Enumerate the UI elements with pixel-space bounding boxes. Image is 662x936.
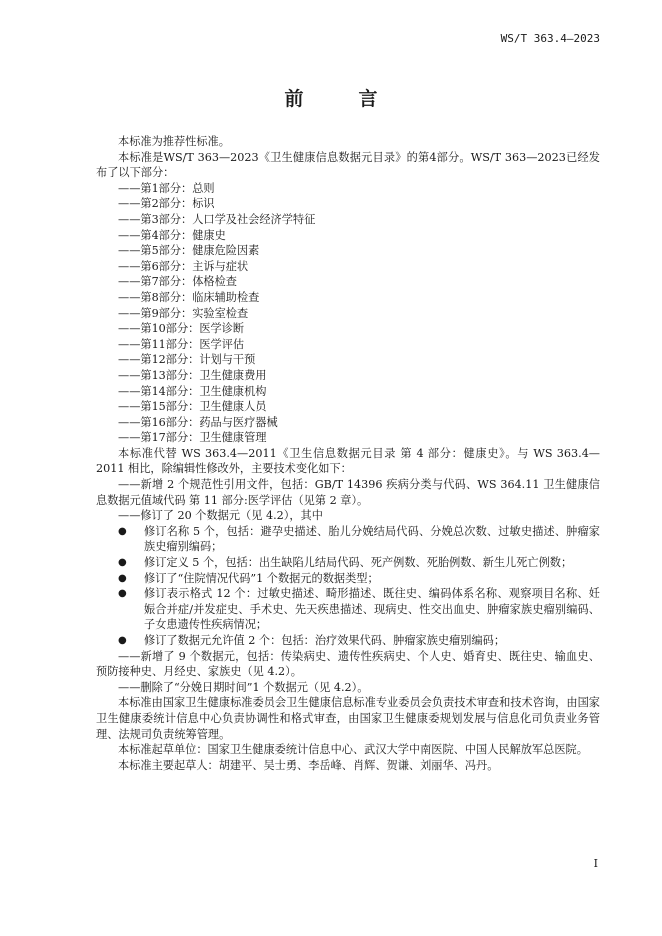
part-item: ——第13部分：卫生健康费用 [118,368,267,382]
page-number: I [593,857,598,870]
revision-bullet: ● 修订了数据元允许值 2 个：包括：治疗效果代码、肿瘤家族史瘤别编码； [96,633,600,649]
part-item: ——第7部分：体格检查 [118,275,237,289]
part-item: ——第17部分：卫生健康管理 [118,431,267,445]
revision-bullet-list [96,524,600,649]
revision-bullet: ● 修订了“住院情况代码”1 个数据元的数据类型； [96,571,600,587]
part-item: ——第5部分：健康危险因素 [118,244,260,258]
parts-list [96,181,600,446]
part-item: ——第1部分：总则 [118,181,215,195]
drafting-persons: 本标准主要起草人：胡建平、吴士勇、李岳峰、肖辉、贺谦、刘丽华、冯丹。 [118,758,499,772]
drafting-units: 本标准起草单位：国家卫生健康委统计信息中心、武汉大学中南医院、中国人民解放军总医院。 [118,743,588,757]
part-item: ——第12部分：计划与干预 [118,353,256,367]
part-item: ——第6部分：主诉与症状 [118,259,249,273]
intro-paragraph: 本标准为推荐性标准。 [118,135,230,148]
intro-paragraph: 本标准是WS/T 363—2023《卫生健康信息数据元目录》的第4部分。WS/T 363—2023已经发布了以下部分： [96,150,600,180]
part-item: ——第8部分：临床辅助检查 [118,290,260,304]
part-item: ——第3部分：人口学及社会经济学特征 [118,212,316,226]
part-item: ——第16部分：药品与医疗器械 [118,415,278,429]
part-item: ——第4部分：健康史 [118,228,226,242]
change-item: ——删除了“分娩日期时间”1 个数据元（见 4.2）。 [118,680,369,694]
part-item: ——第14部分：卫生健康机构 [118,384,267,398]
change-item: ——修订了 20 个数据元（见 4.2），其中 [118,509,323,523]
part-item: ——第10部分：医学诊断 [118,322,245,336]
revision-bullet: ● 修订表示格式 12 个：过敏史描述、畸形描述、既往史、编码体系名称、观察项目名称、妊娠合并症/并发症史、手术史、先天疾患描述、现病史、性交出血史、肿瘤家族史瘤别编码、子女患遗传性疾病情况； [96,586,600,633]
standard-code: WS/T 363.4—2023 [500,32,600,45]
part-item: ——第15部分：卫生健康人员 [118,400,267,414]
part-item: ——第9部分：实验室检查 [118,306,249,320]
page-title: 前 言 [284,88,396,110]
replacement-paragraph: 本标准代替 WS 363.4—2011《卫生信息数据元目录 第 4 部分：健康史》。与 WS 363.4—2011 相比，除编辑性修改外，主要技术变化如下： [96,446,600,476]
part-item: ——第2部分：标识 [118,197,215,211]
document-body [96,134,600,773]
closing-paragraph: 本标准由国家卫生健康标准委员会卫生健康信息标准专业委员会负责技术审查和技术咨询，由国家卫生健康委统计信息中心负责协调性和格式审查，由国家卫生健康委规划发展与信息化司负责业务管理、法规司负责统筹管理。 [96,696,600,741]
revision-bullet: ● 修订定义 5 个，包括：出生缺陷儿结局代码、死产例数、死胎例数、新生儿死亡例数； [96,555,600,571]
part-item: ——第11部分：医学评估 [118,337,245,351]
change-item: ——新增了 9 个数据元，包括：传染病史、遗传性疾病史、个人史、婚育史、既往史、输血史、预防接种史、月经史、家族史（见 4.2）。 [96,649,600,679]
revision-bullet: ● 修订名称 5 个，包括：避孕史描述、胎儿分娩结局代码、分娩总次数、过敏史描述、肿瘤家族史瘤别编码； [96,524,600,555]
change-item: ——新增 2 个规范性引用文件，包括：GB/T 14396 疾病分类与代码、WS 364.11 卫生健康信息数据元值域代码 第 11 部分:医学评估（见第 2 章）。 [96,478,600,507]
